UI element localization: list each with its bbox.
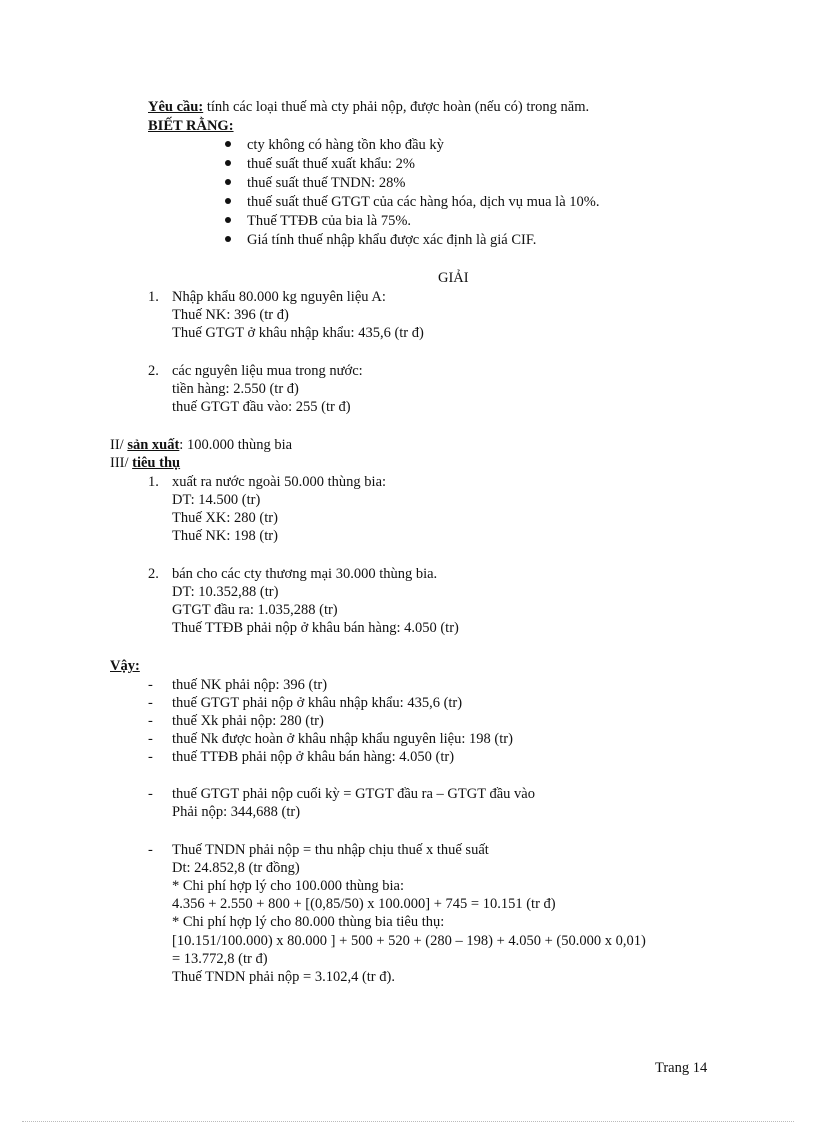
item-number: 1. xyxy=(148,474,159,490)
item-line: tiền hàng: 2.550 (tr đ) xyxy=(172,381,299,397)
conclusion-line: * Chi phí hợp lý cho 100.000 thùng bia: xyxy=(172,878,405,894)
conclusion-line: Phải nộp: 344,688 (tr) xyxy=(172,804,301,820)
conclusion-line: thuế GTGT phải nộp ở khâu nhập khẩu: 435,6 (tr) xyxy=(172,695,463,711)
given-bullet: thuế suất thuế TNDN: 28% xyxy=(247,175,406,191)
item-line: xuất ra nước ngoài 50.000 thùng bia: xyxy=(172,474,387,490)
item-number: 2. xyxy=(148,566,159,582)
dash-marker: - xyxy=(148,731,153,747)
section-production xyxy=(110,436,292,454)
section-consumption xyxy=(110,454,180,472)
given-heading: BIẾT RẰNG: xyxy=(148,118,234,134)
given-bullet: thuế suất thuế GTGT của các hàng hóa, dịch vụ mua là 10%. xyxy=(247,194,600,210)
bullet-dot-icon xyxy=(225,179,231,185)
item-number: 2. xyxy=(148,363,159,379)
dash-marker: - xyxy=(148,713,153,729)
section-prefix: II/ xyxy=(110,437,124,453)
conclusion-line: = 13.772,8 (tr đ) xyxy=(172,951,268,967)
section-label: tiêu thụ xyxy=(132,455,181,471)
given-bullet: thuế suất thuế xuất khẩu: 2% xyxy=(247,156,415,172)
bullet-dot-icon xyxy=(225,160,231,166)
requirement-line xyxy=(148,98,589,116)
conclusion-line: thuế TTĐB phải nộp ở khâu bán hàng: 4.050 (tr) xyxy=(172,749,455,765)
item-line: DT: 14.500 (tr) xyxy=(172,492,261,508)
item-line: các nguyên liệu mua trong nước: xyxy=(172,363,363,379)
item-line: bán cho các cty thương mại 30.000 thùng bia. xyxy=(172,566,438,582)
item-line: GTGT đầu ra: 1.035,288 (tr) xyxy=(172,602,338,618)
conclusion-line: thuế Nk được hoàn ở khâu nhập khẩu nguyên liệu: 198 (tr) xyxy=(172,731,513,747)
conclusion-line: [10.151/100.000) x 80.000 ] + 500 + 520 + (280 – 198) + 4.050 + (50.000 x 0,01) xyxy=(172,933,646,949)
item-line: Thuế GTGT ở khâu nhập khẩu: 435,6 (tr đ) xyxy=(172,325,424,341)
dash-marker: - xyxy=(148,842,153,858)
conclusion-line: Dt: 24.852,8 (tr đồng) xyxy=(172,860,300,876)
conclusion-line: thuế NK phải nộp: 396 (tr) xyxy=(172,677,328,693)
item-line: Nhập khẩu 80.000 kg nguyên liệu A: xyxy=(172,289,386,305)
item-line: Thuế XK: 280 (tr) xyxy=(172,510,278,526)
item-line: Thuế NK: 396 (tr đ) xyxy=(172,307,289,323)
conclusion-line: thuế Xk phải nộp: 280 (tr) xyxy=(172,713,324,729)
bullet-dot-icon xyxy=(225,217,231,223)
page-number: Trang 14 xyxy=(655,1060,708,1076)
item-line: Thuế TTĐB phải nộp ở khâu bán hàng: 4.050 (tr) xyxy=(172,620,459,636)
item-line: thuế GTGT đầu vào: 255 (tr đ) xyxy=(172,399,351,415)
dash-marker: - xyxy=(148,749,153,765)
footer-divider xyxy=(22,1121,794,1122)
dash-marker: - xyxy=(148,695,153,711)
item-line: DT: 10.352,88 (tr) xyxy=(172,584,279,600)
bullet-dot-icon xyxy=(225,198,231,204)
requirement-label: Yêu cầu: xyxy=(148,99,204,115)
dash-marker: - xyxy=(148,786,153,802)
section-label: sản xuất xyxy=(127,437,180,453)
conclusion-heading: Vậy: xyxy=(110,658,140,674)
conclusion-line: thuế GTGT phải nộp cuối kỳ = GTGT đầu ra – GTGT đầu vào xyxy=(172,786,535,802)
section-prefix: III/ xyxy=(110,455,129,471)
bullet-dot-icon xyxy=(225,236,231,242)
section-text: : 100.000 thùng bia xyxy=(179,437,293,453)
requirement-text: tính các loại thuế mà cty phải nộp, được hoàn (nếu có) trong năm. xyxy=(206,99,590,115)
bullet-dot-icon xyxy=(225,141,231,147)
item-line: Thuế NK: 198 (tr) xyxy=(172,528,278,544)
dash-marker: - xyxy=(148,677,153,693)
given-bullet: cty không có hàng tồn kho đầu kỳ xyxy=(247,137,444,153)
solution-heading: GIẢI xyxy=(438,270,469,286)
item-number: 1. xyxy=(148,289,159,305)
given-bullet: Thuế TTĐB của bia là 75%. xyxy=(247,213,412,229)
conclusion-line: * Chi phí hợp lý cho 80.000 thùng bia tiêu thụ: xyxy=(172,914,445,930)
conclusion-line: Thuế TNDN phải nộp = 3.102,4 (tr đ). xyxy=(172,969,395,985)
given-bullet: Giá tính thuế nhập khẩu được xác định là giá CIF. xyxy=(247,232,537,248)
conclusion-line: Thuế TNDN phải nộp = thu nhập chịu thuế x thuế suất xyxy=(172,842,489,858)
conclusion-line: 4.356 + 2.550 + 800 + [(0,85/50) x 100.000] + 745 = 10.151 (tr đ) xyxy=(172,896,556,912)
